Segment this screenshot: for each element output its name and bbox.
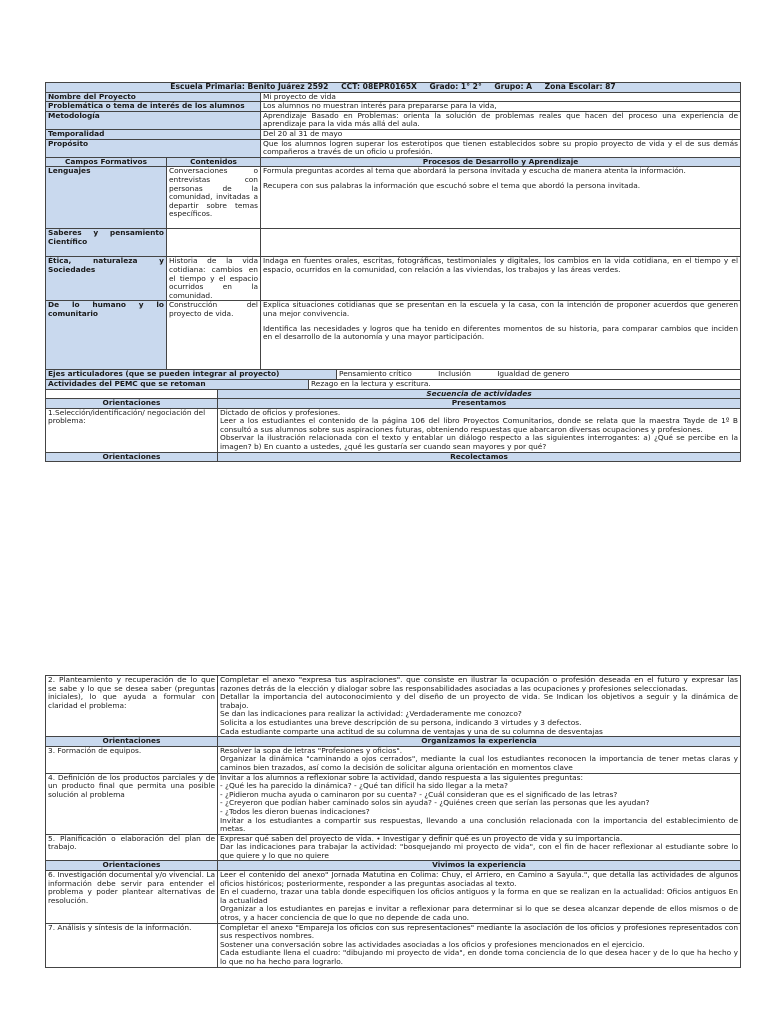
project-table — [45, 82, 741, 370]
activity-line: Expresar qué saben del proyecto de vida. • Investigar y definir qué es un proyecto de vida y su importancia. — [220, 833, 623, 843]
sequence-title: Secuencia de actividades — [218, 390, 741, 399]
ejes-label: Ejes articuladores (que se pueden integrar al proyecto) — [46, 370, 337, 379]
activity-line: Solicita a los estudiantes una breve descripción de su persona, indicando 3 virtudes y 3 defectos. — [220, 717, 582, 727]
problem-row — [46, 102, 741, 112]
grade: Grado: 1° 2° — [429, 82, 482, 91]
campo-pda — [261, 301, 741, 370]
campo-name: De lo humano y lo comunitario — [46, 301, 167, 370]
problem-label: Problemática o tema de interés de los alumnos — [46, 102, 261, 112]
activity-line: Observar la ilustración relacionada con el texto y entablar un diálogo respecto a las siguientes interrogantes: a) ¿Qué se percibe en la imagen? b) En cuanto a ustedes, ¿qué les gustaría ser cuando sean mayores y por qué? — [220, 433, 738, 452]
activity-line: - ¿Todos les dieron buenas indicaciones? — [220, 806, 370, 816]
activity-line: Dictado de oficios y profesiones. — [220, 407, 341, 417]
step-activities — [218, 773, 741, 834]
project-name-value: Mi proyecto de vida — [261, 92, 741, 102]
contenidos-col-header: Contenidos — [167, 157, 261, 167]
activity-line: Detallar la importancia del autoconocimiento y del diseño de un proyecto de vida. Se Indican los objetivos a seguir y la dinámica de trabajo. — [220, 692, 738, 710]
step-orientation: 7. Análisis y síntesis de la información. — [46, 923, 218, 967]
campo-contenido: Historia de la vida cotidiana: cambios en el tiempo y el espacio ocurridos en la comunidad. — [167, 257, 261, 301]
time-label: Temporalidad — [46, 129, 261, 139]
time-value: Del 20 al 31 de mayo — [261, 129, 741, 139]
method-row — [46, 111, 741, 129]
sequence-table-2 — [45, 675, 741, 968]
step-row-5 — [46, 834, 741, 861]
phase-organizamos: Organizamos la experiencia — [218, 737, 741, 747]
phase-recolectamos: Recolectamos — [218, 452, 741, 462]
purpose-row — [46, 139, 741, 157]
time-row — [46, 129, 741, 139]
campos-col-header: Campos Formativos — [46, 157, 167, 167]
step-row-1 — [46, 408, 741, 452]
planning-table-page-1 — [45, 82, 740, 462]
step-orientation: 6. Investigación documental y/o vivencial. La información debe servir para entender el problema y poder plantear alternativas de resolución. — [46, 871, 218, 924]
campo-contenido: Conversaciones o entrevistas con personas de la comunidad, invitadas a departir sobre temas específicos. — [167, 167, 261, 229]
campo-pda — [261, 167, 741, 229]
activity-line: Dar las indicaciones para trabajar la actividad: "bosquejando mi proyecto de vida", con el fin de hacer reflexionar al estudiante sobre lo que quiere y lo que no quiere — [220, 842, 738, 860]
campo-row-saberes — [46, 229, 741, 257]
activity-line: Sostener una conversación sobre las actividades asociadas a los oficios y profesiones mencionados en el ejercicio. — [220, 939, 645, 949]
method-label: Metodología — [46, 111, 261, 129]
pemc-table — [45, 380, 741, 390]
activity-line: Organizar la dinámica "caminando a ojos cerrados", mediante la cual los estudiantes reconocen la importancia de tener metas claras y caminos bien trazados, así como la decisión de solicitar alguna orientación en momentos clave — [220, 754, 738, 772]
activity-line: Leer a los estudiantes el contenido de la página 106 del libro Proyectos Comunitarios, donde se relata que la maestra Tayde de 1º B consultó a sus alumnos sobre sus aspiraciones futuras, obteniendo respuestas que abarcaron diversas ocupaciones y profesiones. — [220, 416, 738, 434]
school-header-row — [46, 83, 741, 93]
phase-presentamos: Presentamos — [218, 399, 741, 409]
orientaciones-header: Orientaciones — [46, 452, 218, 462]
activity-line: Resolver la sopa de letras "Profesiones y oficios". — [220, 745, 403, 755]
step-orientation: 5. Planificación o elaboración del plan de trabajo. — [46, 834, 218, 861]
orientaciones-header: Orientaciones — [46, 737, 218, 747]
cct-code: CCT: 08EPR0165X — [341, 82, 417, 91]
activity-line: Completar el anexo "expresa tus aspiraciones". que consiste en ilustrar la ocupación o profesión deseada en el futuro y expresar las razones detrás de la elección y dialogar sobre las responsabilidades asociadas a las ocupaciones y profesiones seleccionadas. — [220, 675, 738, 693]
campo-name: Ética, naturaleza y Sociedades — [46, 257, 167, 301]
step-activities — [218, 923, 741, 967]
method-value: Aprendizaje Basado en Problemas: orienta la solución de problemas reales que hacen del proceso una experiencia de aprendizaje para la vida más allá del aula. — [261, 111, 741, 129]
purpose-value: Que los alumnos logren superar los esterotipos que tienen establecidos sobre su propio proyecto de vida y el de sus demás compañeros a través de un oficio u profesión. — [261, 139, 741, 157]
step-activities — [218, 746, 741, 773]
campo-contenido — [167, 229, 261, 257]
activity-line: - ¿Creyeron que podían haber caminado solos sin ayuda? - ¿Quiénes creen que serían las personas que les ayudan? — [220, 798, 650, 808]
pda-text: Formula preguntas acordes al tema que abordará la persona invitada y escucha de manera atenta la información. — [263, 166, 686, 176]
step-orientation: 2. Planteamiento y recuperación de lo que se sabe y lo que se desea saber (preguntas iniciales), lo que ayuda a formular con claridad el problema: — [46, 676, 218, 737]
campo-row-lenguajes — [46, 167, 741, 229]
sequence-table-1 — [45, 390, 741, 463]
phase-header-row — [46, 399, 741, 409]
pda-text: Identifica las necesidades y logros que ha tenido en diferentes momentos de su historia, para comparar cambios que inciden en el desarrollo de la autonomía y una mayor participación. — [263, 323, 739, 342]
orientaciones-header: Orientaciones — [46, 399, 218, 409]
step-activities — [218, 408, 741, 452]
campo-name: Saberes y pensamiento Científico — [46, 229, 167, 257]
activity-line: Completar el anexo "Empareja los oficios con sus representaciones" mediante la asociación de los oficios y profesiones representados con sus respectivos nombres. — [220, 922, 738, 941]
pemc-row — [46, 380, 741, 389]
school-zone: Zona Escolar: 87 — [544, 82, 616, 91]
step-row-3 — [46, 746, 741, 773]
pemc-label: Actividades del PEMC que se retoman — [46, 380, 309, 389]
step-orientation: 4. Definición de los productos parciales y de un producto final que permita una posible solución al problema — [46, 773, 218, 834]
step-row-7 — [46, 923, 741, 967]
step-orientation: 3. Formación de equipos. — [46, 746, 218, 773]
activity-line: Cada estudiante llena el cuadro: "dibujando mi proyecto de vida", en donde toma conciencia de lo que desea hacer y de lo que ha hecho y lo que no ha hecho para lograrlo. — [220, 948, 738, 966]
step-row-6 — [46, 871, 741, 924]
activity-line: Leer el contenido del anexo" Jornada Matutina en Colima: Chuy, el Arriero, en Camino a Sayula.", que detalla las actividades de algunos oficios históricos; posteriormente, responder a las preguntas asociadas al texto. — [220, 870, 738, 888]
activity-line: - ¿Qué les ha parecido la dinámica? - ¿Qué tan difícil ha sido llegar a la meta? — [220, 781, 508, 791]
phase-header-row — [46, 452, 741, 462]
project-name-label: Nombre del Proyecto — [46, 92, 261, 102]
step-row-4 — [46, 773, 741, 834]
school-name: Escuela Primaria: Benito Juárez 2592 — [170, 82, 329, 91]
pda-text: Explica situaciones cotidianas que se presentan en la escuela y la casa, con la intención de proponer acuerdos que generen una mejor convivencia. — [263, 300, 739, 318]
campo-row-humano — [46, 301, 741, 370]
activity-line: Se dan las indicaciones para realizar la actividad: ¿Verdaderamente me conozco? — [220, 709, 522, 719]
purpose-label: Propósito — [46, 139, 261, 157]
group: Grupo: A — [494, 82, 533, 91]
activity-line: Invitar a los alumnos a reflexionar sobre la actividad, dando respuesta a las siguientes preguntas: — [220, 772, 583, 782]
pemc-value: Rezago en la lectura y escritura. — [309, 380, 741, 389]
campo-contenido: Construcción del proyecto de vida. — [167, 301, 261, 370]
activity-line: - ¿Pidieron mucha ayuda o caminaron por su cuenta? - ¿Cuál consideran que es el significado de las letras? — [220, 789, 618, 799]
step-orientation: 1.Selección/identificación/ negociación del problema: — [46, 408, 218, 452]
step-row-2 — [46, 676, 741, 737]
planning-table-page-2 — [45, 675, 740, 968]
eje-item: Pensamiento crítico — [339, 369, 412, 379]
step-activities — [218, 676, 741, 737]
pda-col-header: Procesos de Desarrollo y Aprendizaje — [261, 157, 741, 167]
activity-line: Invitar a los estudiantes a compartir sus respuestas, llevando a una conclusión relacionada con la importancia del establecimiento de metas. — [220, 815, 738, 834]
activity-line: Organizar a los estudiantes en parejas e invitar a reflexionar para determinar si lo que se desea alcanzar depende de ellos mismos o de otros, y a hacer conciencia de que lo que no depende de cada uno. — [220, 904, 738, 923]
phase-vivimos: Vivimos la experiencia — [218, 861, 741, 871]
campo-name: Lenguajes — [46, 167, 167, 229]
campo-row-etica — [46, 257, 741, 301]
activity-line: En el cuaderno, trazar una tabla donde especifiquen los oficios antiguos y la forma en que se realizan en la actualidad: Oficios antiguos En la actualidad — [220, 887, 738, 905]
step-activities — [218, 834, 741, 861]
eje-item: Igualdad de genero — [497, 369, 570, 379]
eje-item: Inclusión — [438, 369, 471, 379]
step-activities — [218, 871, 741, 924]
activity-line: Cada estudiante comparte una actitud de su columna de ventajas y una de su columna de desventajas — [220, 726, 603, 736]
problem-value: Los alumnos no muestran interés para prepararse para la vida, — [261, 102, 741, 112]
pda-text: Recupera con sus palabras la información que escuchó sobre el tema que abordó la persona invitada. — [263, 180, 641, 190]
phase-header-row — [46, 737, 741, 747]
orientaciones-header: Orientaciones — [46, 861, 218, 871]
campo-pda — [261, 229, 741, 257]
campo-pda: Indaga en fuentes orales, escritas, fotográficas, testimoniales y digitales, los cambios en la vida cotidiana, en el tiempo y el espacio, ocurridos en la comunidad, con relación a las viviendas, los trabajos y las áreas verdes. — [261, 257, 741, 301]
